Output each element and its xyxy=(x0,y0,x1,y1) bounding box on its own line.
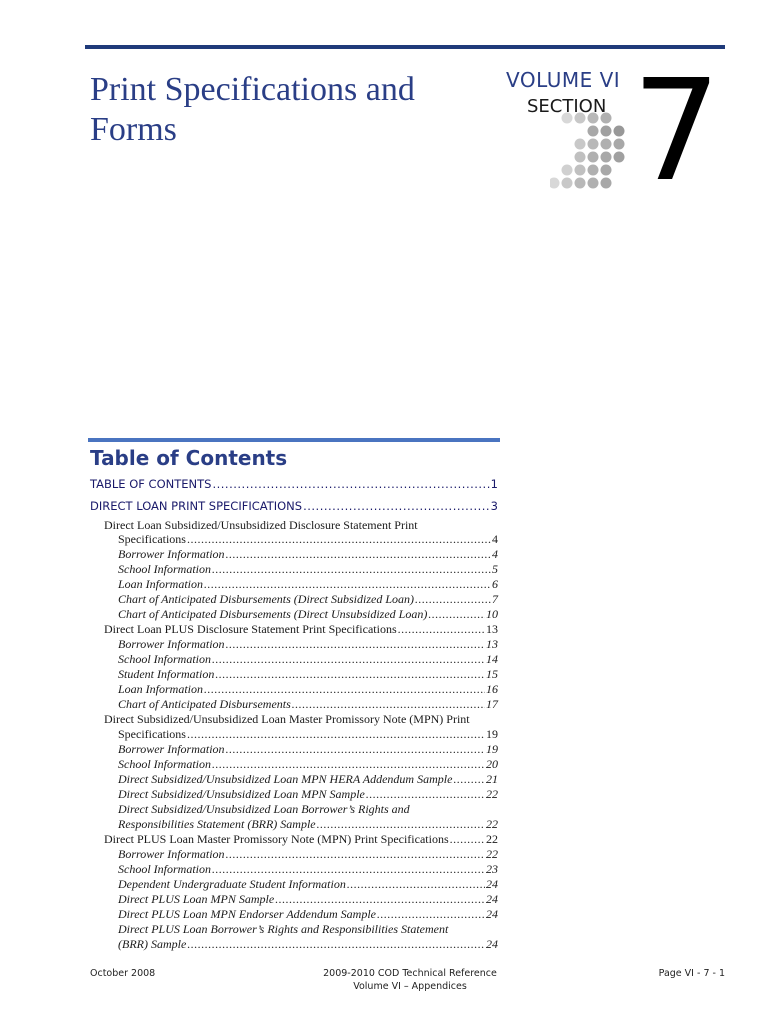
top-rule xyxy=(85,45,725,49)
toc-entry-text: School Information xyxy=(118,562,211,576)
toc-entry-page: 20 xyxy=(486,757,498,771)
toc-entry[interactable] xyxy=(118,667,498,682)
toc-entry-page: 3 xyxy=(490,499,498,513)
toc-entry-text: Borrower Information xyxy=(118,637,225,651)
toc-entry-text: Borrower Information xyxy=(118,742,225,756)
toc-entry[interactable] xyxy=(118,862,498,877)
toc-entry-page: 17 xyxy=(486,697,498,711)
toc-leader xyxy=(226,847,485,862)
toc-entry-page: 21 xyxy=(486,772,498,786)
toc-entry[interactable] xyxy=(118,682,498,697)
toc-leader xyxy=(450,832,485,847)
toc-entry[interactable] xyxy=(90,499,498,513)
toc-entry[interactable] xyxy=(118,817,498,832)
toc-leader xyxy=(428,607,485,622)
toc-leader xyxy=(226,547,491,562)
toc-entry-page: 23 xyxy=(486,862,498,876)
toc-entry-text: Direct PLUS Loan MPN Sample xyxy=(118,892,275,906)
toc-entry[interactable] xyxy=(118,727,498,742)
toc-entry-page: 15 xyxy=(486,667,498,681)
toc-entry-page: 10 xyxy=(486,607,498,621)
toc-leader xyxy=(453,772,485,787)
toc-entry-text: Direct Subsidized/Unsubsidized Loan MPN Sample xyxy=(118,787,365,801)
toc-entry[interactable] xyxy=(118,772,498,787)
toc-entry[interactable] xyxy=(118,532,498,547)
toc-leader xyxy=(204,577,491,592)
toc-entry-text: School Information xyxy=(118,652,211,666)
title-line-2: Forms xyxy=(90,111,177,148)
toc-entry[interactable] xyxy=(118,592,498,607)
toc-entry-page: 16 xyxy=(486,682,498,696)
toc-entry-text: Chart of Anticipated Disbursements (Direct Subsidized Loan) xyxy=(118,592,414,606)
toc-entry[interactable] xyxy=(118,547,498,562)
toc-entry-text: Chart of Anticipated Disbursements xyxy=(118,697,291,711)
toc-entry-page: 6 xyxy=(492,577,498,591)
toc-leader xyxy=(317,817,485,832)
title-line-1: Print Specifications and xyxy=(90,71,415,108)
toc-entry-text: Loan Information xyxy=(118,577,204,591)
toc-entry-text: TABLE OF CONTENTS xyxy=(90,477,212,491)
volume-label: VOLUME VI xyxy=(506,68,621,92)
toc-leader xyxy=(212,862,485,877)
toc-entry[interactable] xyxy=(118,652,498,667)
toc-entry-text: Borrower Information xyxy=(118,847,225,861)
toc-entry[interactable] xyxy=(118,892,498,907)
toc-entry-text: Specifications xyxy=(118,727,186,741)
toc-entry-page: 22 xyxy=(486,832,498,846)
toc-leader xyxy=(226,637,485,652)
toc-leader xyxy=(415,592,491,607)
toc-entry-page: 24 xyxy=(486,892,498,906)
toc-entry[interactable] xyxy=(118,787,498,802)
toc-entry[interactable] xyxy=(118,937,498,952)
dot-grid xyxy=(550,113,625,189)
toc-entry[interactable] xyxy=(118,847,498,862)
toc-entry[interactable] xyxy=(118,577,498,592)
toc-entry-text[interactable]: Direct Subsidized/Unsubsidized Loan Master Promissory Note (MPN) Print xyxy=(104,712,470,726)
toc-entry[interactable] xyxy=(118,757,498,772)
toc-entry[interactable] xyxy=(118,697,498,712)
toc-entry-text: Dependent Undergraduate Student Information xyxy=(118,877,346,891)
toc-entry-page: 7 xyxy=(492,592,498,606)
toc-entry-text: Chart of Anticipated Disbursements (Direct Unsubsidized Loan) xyxy=(118,607,428,621)
toc-leader xyxy=(215,667,485,682)
toc-leader xyxy=(292,697,485,712)
toc-entry-page: 22 xyxy=(486,817,498,831)
toc-leader xyxy=(212,757,485,772)
toc-rule xyxy=(88,438,500,442)
toc-entry-text: Direct PLUS Loan MPN Endorser Addendum Sample xyxy=(118,907,376,921)
toc-entry-text: Specifications xyxy=(118,532,186,546)
toc-heading: Table of Contents xyxy=(90,446,288,470)
toc-entry[interactable] xyxy=(118,607,498,622)
toc-entry-text: Borrower Information xyxy=(118,547,225,561)
toc-leader xyxy=(366,787,485,802)
footer-volume: Volume VI – Appendices xyxy=(353,981,467,992)
toc-entry[interactable] xyxy=(104,622,498,637)
toc-entry[interactable] xyxy=(90,477,498,491)
toc-leader xyxy=(226,742,485,757)
toc-entry-page: 13 xyxy=(486,622,498,636)
toc-leader xyxy=(212,477,489,491)
toc-entry-page: 19 xyxy=(486,727,498,741)
toc-entry-page: 19 xyxy=(486,742,498,756)
toc-entry-text[interactable]: Direct Subsidized/Unsubsidized Loan Borrower’s Rights and xyxy=(118,802,410,816)
toc-entry-text: Responsibilities Statement (BRR) Sample xyxy=(118,817,316,831)
toc-entry-text: Direct Subsidized/Unsubsidized Loan MPN HERA Addendum Sample xyxy=(118,772,453,786)
toc-leader xyxy=(398,622,485,637)
toc-entry-page: 1 xyxy=(490,477,498,491)
toc-entry-page: 24 xyxy=(486,907,498,921)
toc-leader xyxy=(275,892,485,907)
toc-entry-text: Direct Loan PLUS Disclosure Statement Print Specifications xyxy=(104,622,397,636)
toc-entry-page: 22 xyxy=(486,787,498,801)
toc-entry[interactable] xyxy=(104,832,498,847)
toc-entry-text: DIRECT LOAN PRINT SPECIFICATIONS xyxy=(90,499,303,513)
toc-leader xyxy=(187,532,491,547)
toc-entry-page: 4 xyxy=(492,532,498,546)
toc-leader xyxy=(187,727,485,742)
toc-entry-text: School Information xyxy=(118,757,211,771)
toc-entry-page: 5 xyxy=(492,562,498,576)
footer-page-number: Page VI - 7 - 1 xyxy=(658,968,725,979)
footer-date: October 2008 xyxy=(90,968,156,979)
toc-entry-page: 22 xyxy=(486,847,498,861)
toc-entry[interactable] xyxy=(118,637,498,652)
toc-entry-text[interactable]: Direct PLUS Loan Borrower’s Rights and Responsibilities Statement xyxy=(118,922,449,936)
toc-leader xyxy=(204,682,485,697)
section-label: SECTION xyxy=(527,96,607,117)
toc-entry-page: 4 xyxy=(492,547,498,561)
toc-leader xyxy=(377,907,485,922)
toc-entry-text[interactable]: Direct Loan Subsidized/Unsubsidized Disclosure Statement Print xyxy=(104,518,418,532)
toc-entry-page: 14 xyxy=(486,652,498,666)
toc-leader xyxy=(347,877,485,892)
toc-entry-page: 24 xyxy=(486,937,498,951)
toc-leader xyxy=(303,499,490,513)
footer-reference-title: 2009-2010 COD Technical Reference xyxy=(323,968,497,979)
toc-entry[interactable] xyxy=(118,742,498,757)
toc-entry-text: Direct PLUS Loan Master Promissory Note (MPN) Print Specifications xyxy=(104,832,449,846)
dot-grid-graphic xyxy=(550,110,640,190)
section-number: 7 xyxy=(632,50,722,213)
toc-entry-text: Student Information xyxy=(118,667,215,681)
toc-entry-page: 13 xyxy=(486,637,498,651)
toc-entry[interactable] xyxy=(118,907,498,922)
toc-leader xyxy=(212,562,491,577)
toc-entry-text: (BRR) Sample xyxy=(118,937,187,951)
document-title xyxy=(90,70,490,150)
toc-entry-text: Loan Information xyxy=(118,682,204,696)
toc-leader xyxy=(212,652,485,667)
toc-entry-text: School Information xyxy=(118,862,211,876)
toc-leader xyxy=(187,937,485,952)
toc-entry[interactable] xyxy=(118,562,498,577)
toc-entry-page: 24 xyxy=(486,877,498,891)
toc-entry[interactable] xyxy=(118,877,498,892)
